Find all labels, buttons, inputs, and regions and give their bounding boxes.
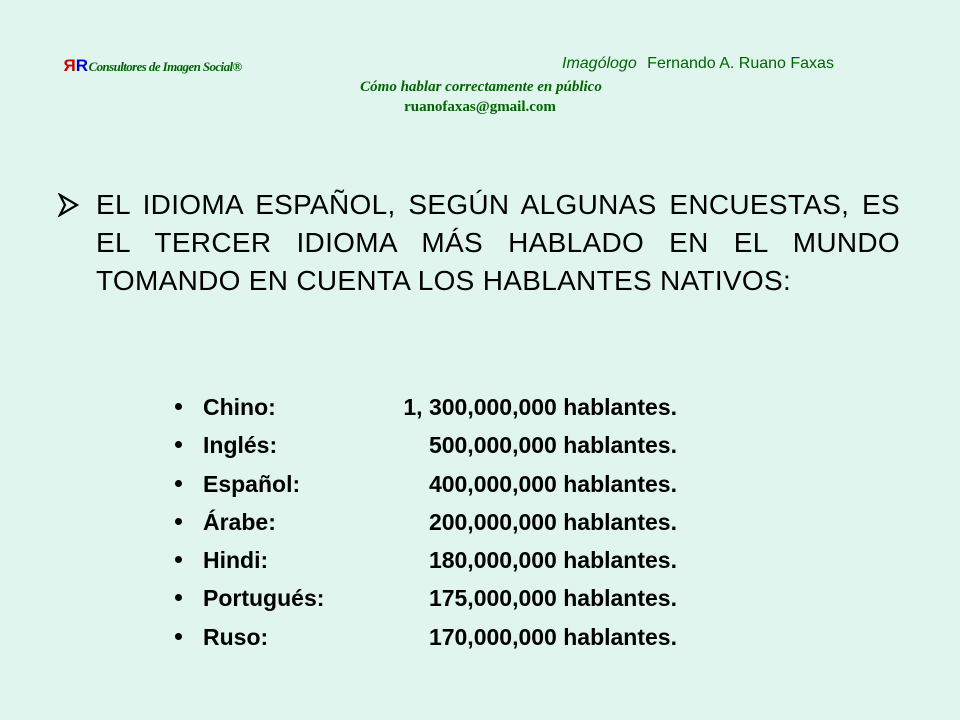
arrow-bullet-icon: [58, 186, 96, 300]
logo-letter-mirrored: R: [64, 56, 76, 75]
speaker-count: 400,000,000 hablantes.: [428, 470, 677, 497]
main-statement: [58, 186, 900, 300]
author-role: Imagólogo: [562, 55, 637, 72]
dot-bullet-icon: [175, 556, 182, 563]
language-name: Español:: [203, 470, 301, 497]
author-block: [562, 55, 834, 73]
language-name: Ruso:: [203, 623, 269, 650]
speaker-count: 500,000,000 hablantes.: [428, 432, 677, 459]
list-item: [170, 465, 690, 503]
language-name: Inglés:: [203, 432, 278, 459]
dot-bullet-icon: [175, 441, 182, 448]
list-item: [170, 388, 690, 426]
list-item: [170, 426, 690, 464]
presentation-subtitle: Cómo hablar correctamente en público: [360, 79, 602, 95]
list-item: [170, 618, 690, 656]
speaker-count: 170,000,000 hablantes.: [428, 623, 677, 650]
dot-bullet-icon: [175, 594, 182, 601]
language-name: Chino:: [203, 394, 276, 420]
brand-name: Consultores de Imagen Social®: [88, 59, 242, 74]
dot-bullet-icon: [175, 480, 182, 487]
contact-email: ruanofaxas@gmail.com: [404, 99, 556, 115]
list-item: [170, 541, 690, 579]
brand-logo: [64, 56, 242, 76]
language-name: Hindi:: [203, 547, 269, 574]
author-name: Fernando A. Ruano Faxas: [647, 55, 834, 72]
language-name: Portugués:: [203, 585, 325, 612]
speaker-count: 175,000,000 hablantes.: [428, 585, 677, 612]
speaker-count: 1, 300,000,000 hablantes.: [403, 394, 677, 420]
statement-text: EL IDIOMA ESPAÑOL, SEGÚN ALGUNAS ENCUESTAS, ES EL TERCER IDIOMA MÁS HABLADO EN EL MUNDO TOMANDO EN CUENTA LOS HABLANTES NATIVOS:: [96, 189, 900, 296]
logo-letter: R: [75, 56, 88, 75]
list-item: [170, 503, 690, 541]
rr-logo-icon: [64, 56, 88, 76]
language-list: [170, 388, 690, 656]
dot-bullet-icon: [175, 518, 182, 525]
dot-bullet-icon: [175, 403, 182, 410]
speaker-count: 180,000,000 hablantes.: [428, 547, 677, 574]
list-item: [170, 579, 690, 617]
language-name: Árabe:: [203, 508, 276, 535]
dot-bullet-icon: [175, 633, 182, 640]
header-subtitle: [0, 79, 960, 116]
speaker-count: 200,000,000 hablantes.: [428, 508, 677, 535]
